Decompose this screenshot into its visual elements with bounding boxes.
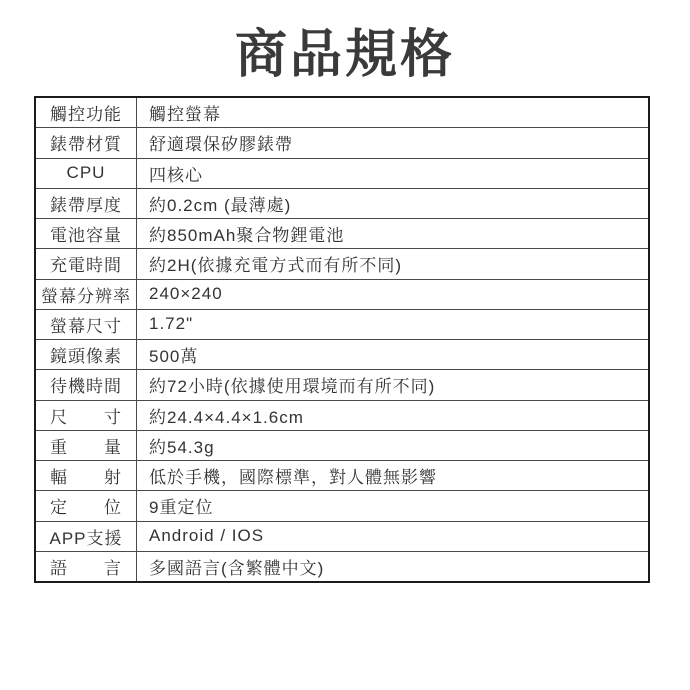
spec-table	[34, 96, 650, 583]
spec-row	[36, 249, 648, 279]
spec-value-cell: 低於手機，國際標準，對人體無影響	[149, 468, 437, 488]
spec-value-cell: 500萬	[149, 347, 199, 367]
spec-label-cell: CPU	[36, 159, 137, 188]
spec-row	[36, 552, 648, 581]
spec-row	[36, 340, 648, 370]
spec-value-cell: 約850mAh聚合物鋰電池	[149, 226, 345, 246]
spec-value-cell: 1.72"	[149, 314, 194, 334]
spec-value-cell: 9重定位	[149, 498, 214, 518]
spec-label-cell: 語 言	[36, 552, 137, 581]
spec-row	[36, 491, 648, 521]
spec-row	[36, 128, 648, 158]
spec-label-cell: 觸控功能	[36, 98, 137, 127]
spec-row	[36, 159, 648, 189]
spec-value-cell: 約2H(依據充電方式而有所不同)	[149, 256, 403, 276]
spec-label-cell: 鏡頭像素	[36, 340, 137, 369]
spec-label-cell: 電池容量	[36, 219, 137, 248]
spec-value-cell: Android / IOS	[149, 526, 265, 546]
spec-row	[36, 280, 648, 310]
spec-row	[36, 401, 648, 431]
spec-row	[36, 370, 648, 400]
spec-label-cell: 重 量	[36, 431, 137, 460]
spec-value-cell: 觸控螢幕	[149, 105, 221, 125]
spec-label-cell: 待機時間	[36, 370, 137, 399]
spec-label-cell: 螢幕尺寸	[36, 310, 137, 339]
spec-label-cell: 充電時間	[36, 249, 137, 278]
spec-value-cell: 四核心	[149, 165, 203, 185]
spec-label-cell: 尺 寸	[36, 401, 137, 430]
spec-row	[36, 461, 648, 491]
spec-value-cell: 多國語言(含繁體中文)	[149, 558, 325, 578]
spec-value-cell: 240×240	[149, 284, 223, 304]
spec-value-cell: 約24.4×4.4×1.6cm	[149, 407, 304, 427]
spec-value-cell: 約72小時(依據使用環境而有所不同)	[149, 377, 436, 397]
page-title: 商品規格	[234, 26, 455, 84]
spec-label-cell: APP支援	[36, 522, 137, 551]
spec-value-cell: 約54.3g	[149, 437, 215, 457]
spec-value-cell: 舒適環保矽膠錶帶	[149, 135, 293, 155]
spec-label-cell: 錶帶材質	[36, 128, 137, 157]
spec-label-cell: 錶帶厚度	[36, 189, 137, 218]
spec-row	[36, 310, 648, 340]
spec-row	[36, 431, 648, 461]
spec-row	[36, 522, 648, 552]
spec-value-cell: 約0.2cm (最薄處)	[149, 195, 292, 215]
spec-label-cell: 定 位	[36, 491, 137, 520]
spec-label-cell: 輻 射	[36, 461, 137, 490]
spec-row	[36, 98, 648, 128]
spec-row	[36, 189, 648, 219]
spec-label-cell: 螢幕分辨率	[36, 280, 137, 309]
spec-row	[36, 219, 648, 249]
